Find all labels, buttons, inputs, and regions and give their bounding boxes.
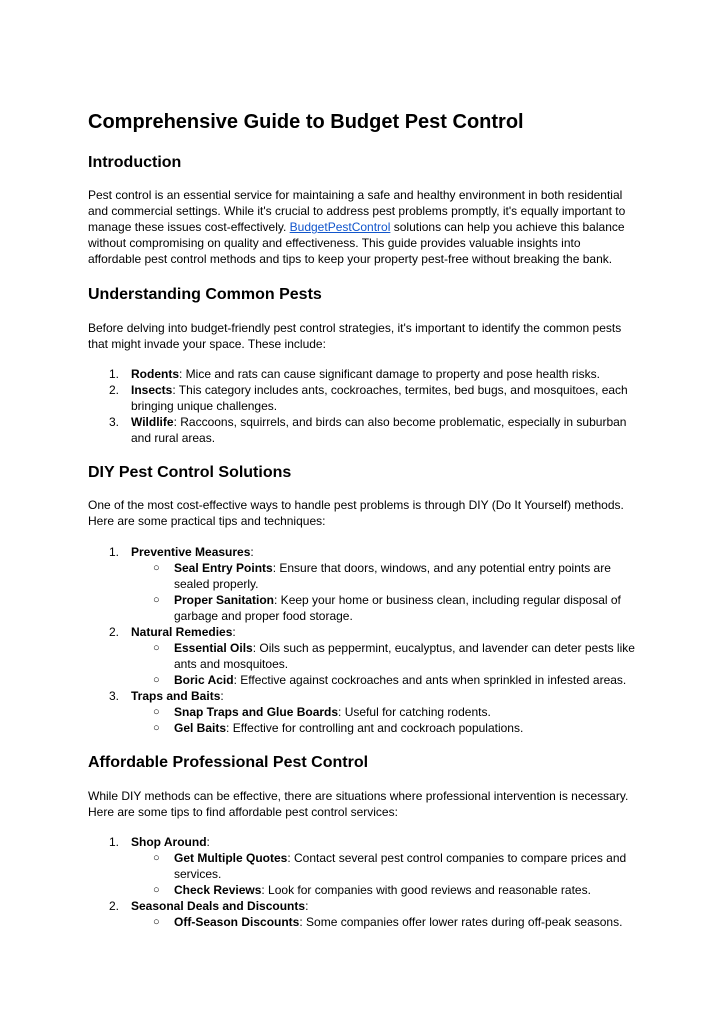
list-number: 1. [109,545,120,559]
sub-term: Get Multiple Quotes [174,851,288,865]
diy-list [88,544,636,736]
list-number: 3. [109,689,120,703]
list-term: Rodents [131,367,179,381]
sub-term: Snap Traps and Glue Boards [174,705,339,719]
sub-list [131,560,636,624]
list-item [88,414,636,446]
sub-list-item [131,720,636,736]
sub-desc: : Effective against cockroaches and ants when sprinkled in infested areas. [233,673,627,687]
list-number: 3. [109,415,120,429]
sub-list-item [131,850,636,882]
professional-intro: While DIY methods can be effective, there are situations where professional intervention is necessary. Here are some tips to find affordable pest control services: [88,789,629,819]
list-item [88,624,636,688]
sub-desc: : Ensure that doors, windows, and any potential entry points are sealed properly. [174,561,611,591]
sub-desc: : Keep your home or business clean, including regular disposal of garbage and proper food storage. [174,593,621,623]
sub-term: Essential Oils [174,641,253,655]
sub-list-item [131,914,636,930]
heading-professional: Affordable Professional Pest Control [88,754,369,771]
sub-desc: : Look for companies with good reviews and reasonable rates. [261,883,591,897]
list-item [88,382,636,414]
sub-list-item [131,704,636,720]
intro-text-2: solutions can help you achieve this balance without compromising on quality and effectiveness. This guide provides valuable insights into affordable pest control methods and tips to keep your property pest-free without breaking the bank. [88,220,625,266]
sub-list [131,914,636,930]
professional-list [88,834,636,930]
common-pests-intro: Before delving into budget-friendly pest control strategies, it's important to identify the common pests that might invade your space. These include: [88,321,622,351]
hollow-circle-bullet-icon: ○ [153,594,160,606]
list-number: 2. [109,625,120,639]
hollow-circle-bullet-icon: ○ [153,884,160,896]
list-term: Preventive Measures [131,545,251,559]
list-term: Seasonal Deals and Discounts [131,899,306,913]
list-item [88,544,636,624]
sub-list [131,850,636,898]
sub-list-item [131,672,636,688]
list-item [88,366,636,382]
sub-list-item [131,592,636,624]
sub-term: Seal Entry Points [174,561,273,575]
hollow-circle-bullet-icon: ○ [153,642,160,654]
list-colon: : [250,545,254,559]
list-colon: : [305,899,309,913]
sub-desc: : Useful for catching rodents. [338,705,491,719]
hollow-circle-bullet-icon: ○ [153,916,160,928]
hollow-circle-bullet-icon: ○ [153,562,160,574]
list-number: 1. [109,835,120,849]
sub-desc: : Oils such as peppermint, eucalyptus, and lavender can deter pests like ants and mosquitoes. [174,641,635,671]
hollow-circle-bullet-icon: ○ [153,706,160,718]
sub-term: Off-Season Discounts [174,915,300,929]
sub-desc: : Some companies offer lower rates during off-peak seasons. [299,915,623,929]
sub-list [131,704,636,736]
list-term: Traps and Baits [131,689,221,703]
list-colon: : [206,835,210,849]
list-number: 1. [109,367,120,381]
sub-list [131,640,636,688]
sub-list-item [131,640,636,672]
list-desc: : This category includes ants, cockroaches, termites, bed bugs, and mosquitoes, each bringing unique challenges. [131,383,628,413]
diy-intro: One of the most cost-effective ways to handle pest problems is through DIY (Do It Yourself) methods. Here are some practical tips and techniques: [88,498,624,528]
list-colon: : [220,689,224,703]
sub-desc: : Effective for controlling ant and cockroach populations. [226,721,524,735]
hollow-circle-bullet-icon: ○ [153,722,160,734]
intro-text-1: Pest control is an essential service for maintaining a safe and healthy environment in both residential and commercial settings. While it's crucial to address pest problems promptly, it's equally important to manage these issues cost-effectively. [88,188,626,234]
sub-term: Check Reviews [174,883,262,897]
list-desc: : Mice and rats can cause significant damage to property and pose health risks. [179,367,600,381]
list-item [88,834,636,898]
list-number: 2. [109,383,120,397]
budgetpestcontrol-link[interactable]: BudgetPestControl [289,220,391,234]
hollow-circle-bullet-icon: ○ [153,674,160,686]
heading-introduction: Introduction [88,154,182,171]
sub-term: Gel Baits [174,721,227,735]
list-term: Natural Remedies [131,625,233,639]
list-number: 2. [109,899,120,913]
sub-term: Boric Acid [174,673,234,687]
list-item [88,688,636,736]
list-desc: : Raccoons, squirrels, and birds can also become problematic, especially in suburban and rural areas. [131,415,627,445]
sub-list-item [131,882,636,898]
heading-common-pests: Understanding Common Pests [88,286,322,303]
sub-term: Proper Sanitation [174,593,275,607]
sub-list-item [131,560,636,592]
heading-diy: DIY Pest Control Solutions [88,464,292,481]
common-pests-list [88,366,636,446]
page-title: Comprehensive Guide to Budget Pest Control [88,111,524,133]
sub-desc: : Contact several pest control companies to compare prices and services. [174,851,627,881]
list-item [88,898,636,930]
list-term: Insects [131,383,173,397]
list-colon: : [232,625,236,639]
hollow-circle-bullet-icon: ○ [153,852,160,864]
list-term: Shop Around [131,835,207,849]
intro-paragraph [88,187,636,267]
list-term: Wildlife [131,415,174,429]
